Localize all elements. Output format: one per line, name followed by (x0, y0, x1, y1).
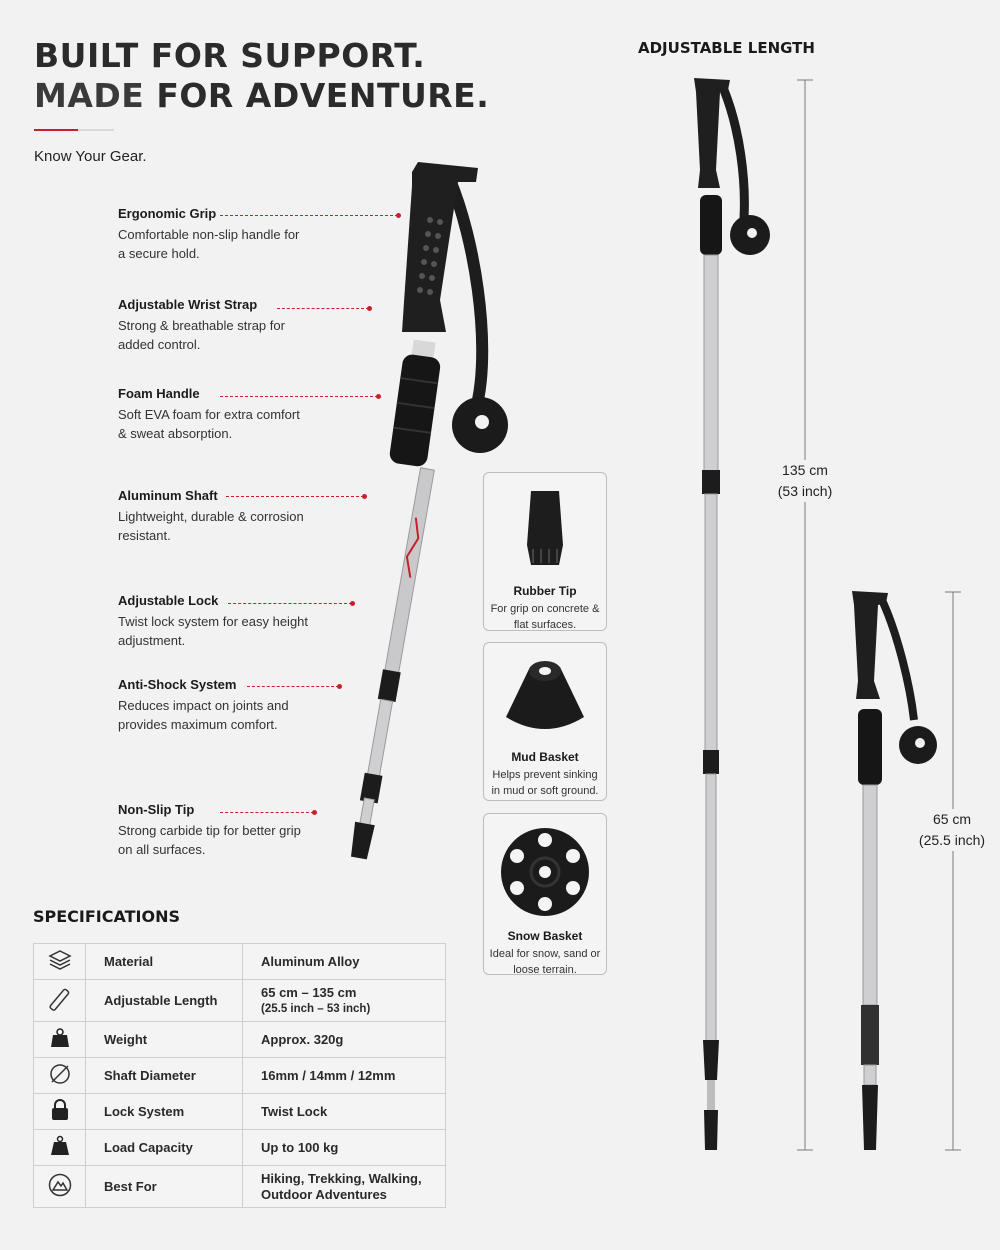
short-measure-cm: 65 cm (932, 811, 972, 827)
headline-adventure: FOR ADVENTURE. (144, 76, 490, 115)
rubber-tip-icon (515, 485, 575, 575)
tagline: Know Your Gear. (34, 148, 147, 165)
spec-label: Best For (86, 1166, 243, 1208)
snow-basket-icon (496, 824, 594, 920)
feature-title: Ergonomic Grip (118, 206, 217, 221)
short-pole-illustration (840, 585, 950, 1160)
spec-label: Material (86, 944, 243, 980)
spec-value-main: Aluminum Alloy (261, 953, 360, 969)
leader-wrist-strap (277, 308, 369, 309)
spec-row (34, 1094, 446, 1130)
headline-line-2 (34, 76, 489, 116)
spec-value-main: Hiking, Trekking, Walking, (261, 1170, 422, 1186)
spec-value (243, 1094, 446, 1130)
spec-label: Shaft Diameter (86, 1058, 243, 1094)
spec-label: Load Capacity (86, 1130, 243, 1166)
accessory-title: Rubber Tip (513, 584, 577, 598)
feature-description: Lightweight, durable & corrosion resistant. (118, 509, 304, 543)
short-measure-line (943, 590, 963, 1153)
accessory-title: Mud Basket (511, 750, 579, 764)
accessory-description: Ideal for snow, sand or loose terrain. (489, 948, 601, 976)
ruler-icon (34, 980, 86, 1022)
headline-line-1: BUILT FOR SUPPORT. (34, 36, 426, 75)
spec-row (34, 1058, 446, 1094)
spec-value-sub: Outdoor Adventures (261, 1186, 387, 1202)
spec-value-main: 65 cm – 135 cm (261, 984, 357, 1000)
leader-aluminum-shaft (226, 496, 364, 497)
spec-row (34, 944, 446, 980)
spec-label: Adjustable Length (86, 980, 243, 1022)
leader-adjustable-lock (228, 603, 352, 604)
lock-icon (34, 1094, 86, 1130)
spec-label: Lock System (86, 1094, 243, 1130)
spec-value (243, 1166, 446, 1208)
feature-description: Reduces impact on joints and provides maximum comfort. (118, 698, 289, 732)
spec-value (243, 944, 446, 980)
feature-title: Adjustable Wrist Strap (118, 297, 258, 312)
feature-title: Aluminum Shaft (118, 488, 218, 503)
accessory-title: Snow Basket (507, 929, 583, 943)
specifications-table (33, 943, 446, 1208)
header-divider (34, 129, 114, 131)
spec-value (243, 1058, 446, 1094)
feature-title: Anti-Shock System (118, 677, 237, 692)
spec-value (243, 1022, 446, 1058)
spec-value-main: Twist Lock (261, 1103, 328, 1119)
layers-icon (34, 944, 86, 980)
spec-value-main: 16mm / 14mm / 12mm (261, 1067, 396, 1083)
mountain-icon (34, 1166, 86, 1208)
feature-description: Strong carbide tip for better grip on all surfaces. (118, 823, 301, 857)
spec-value-main: Approx. 320g (261, 1031, 344, 1047)
mud-basket-icon (500, 655, 590, 741)
feature-description: Twist lock system for easy height adjustment. (118, 614, 309, 648)
feature-description: Comfortable non-slip handle for a secure hold. (118, 227, 300, 261)
short-measure-inch: (25.5 inch) (918, 832, 986, 848)
long-measure-line (795, 78, 815, 1153)
spec-value (243, 980, 446, 1022)
spec-label: Weight (86, 1022, 243, 1058)
long-measure-cm: 135 cm (782, 462, 828, 478)
short-measure-label (908, 809, 996, 851)
spec-row (34, 1130, 446, 1166)
feature-title: Foam Handle (118, 386, 200, 401)
specifications-title: SPECIFICATIONS (33, 907, 181, 926)
long-measure-label (758, 460, 852, 502)
leader-ergonomic-grip (220, 215, 398, 216)
accessory-description: For grip on concrete & flat surfaces. (490, 603, 600, 631)
spec-value (243, 1130, 446, 1166)
leader-foam-handle (220, 396, 378, 397)
spec-value-sub: (25.5 inch – 53 inch) (261, 1002, 371, 1015)
feature-title: Adjustable Lock (118, 593, 219, 608)
feature-description: Strong & breathable strap for added control. (118, 318, 285, 352)
spec-row (34, 1166, 446, 1208)
accessory-card-rubber-tip (483, 472, 607, 631)
long-pole-illustration (680, 70, 780, 1160)
feature-description: Soft EVA foam for extra comfort & sweat absorption. (118, 407, 300, 441)
spec-row (34, 1022, 446, 1058)
leader-non-slip-tip (220, 812, 314, 813)
feature-title: Non-Slip Tip (118, 802, 195, 817)
accessory-card-snow-basket (483, 813, 607, 975)
spec-value-main: Up to 100 kg (261, 1139, 339, 1155)
spec-row (34, 980, 446, 1022)
adjustable-length-title: ADJUSTABLE LENGTH (638, 39, 815, 57)
accessory-card-mud-basket (483, 642, 607, 801)
feature-foam-handle (118, 386, 308, 443)
leader-anti-shock (247, 686, 339, 687)
headline-made: MADE (34, 76, 145, 115)
headline (34, 36, 489, 116)
feature-adjustable-lock (118, 593, 308, 650)
feature-non-slip-tip (118, 802, 308, 859)
accessory-description: Helps prevent sinking in mud or soft ground. (491, 769, 599, 797)
long-measure-inch: (53 inch) (777, 483, 833, 499)
feature-wrist-strap (118, 297, 308, 354)
load-icon (34, 1130, 86, 1166)
diameter-icon (34, 1058, 86, 1094)
weight-icon (34, 1022, 86, 1058)
